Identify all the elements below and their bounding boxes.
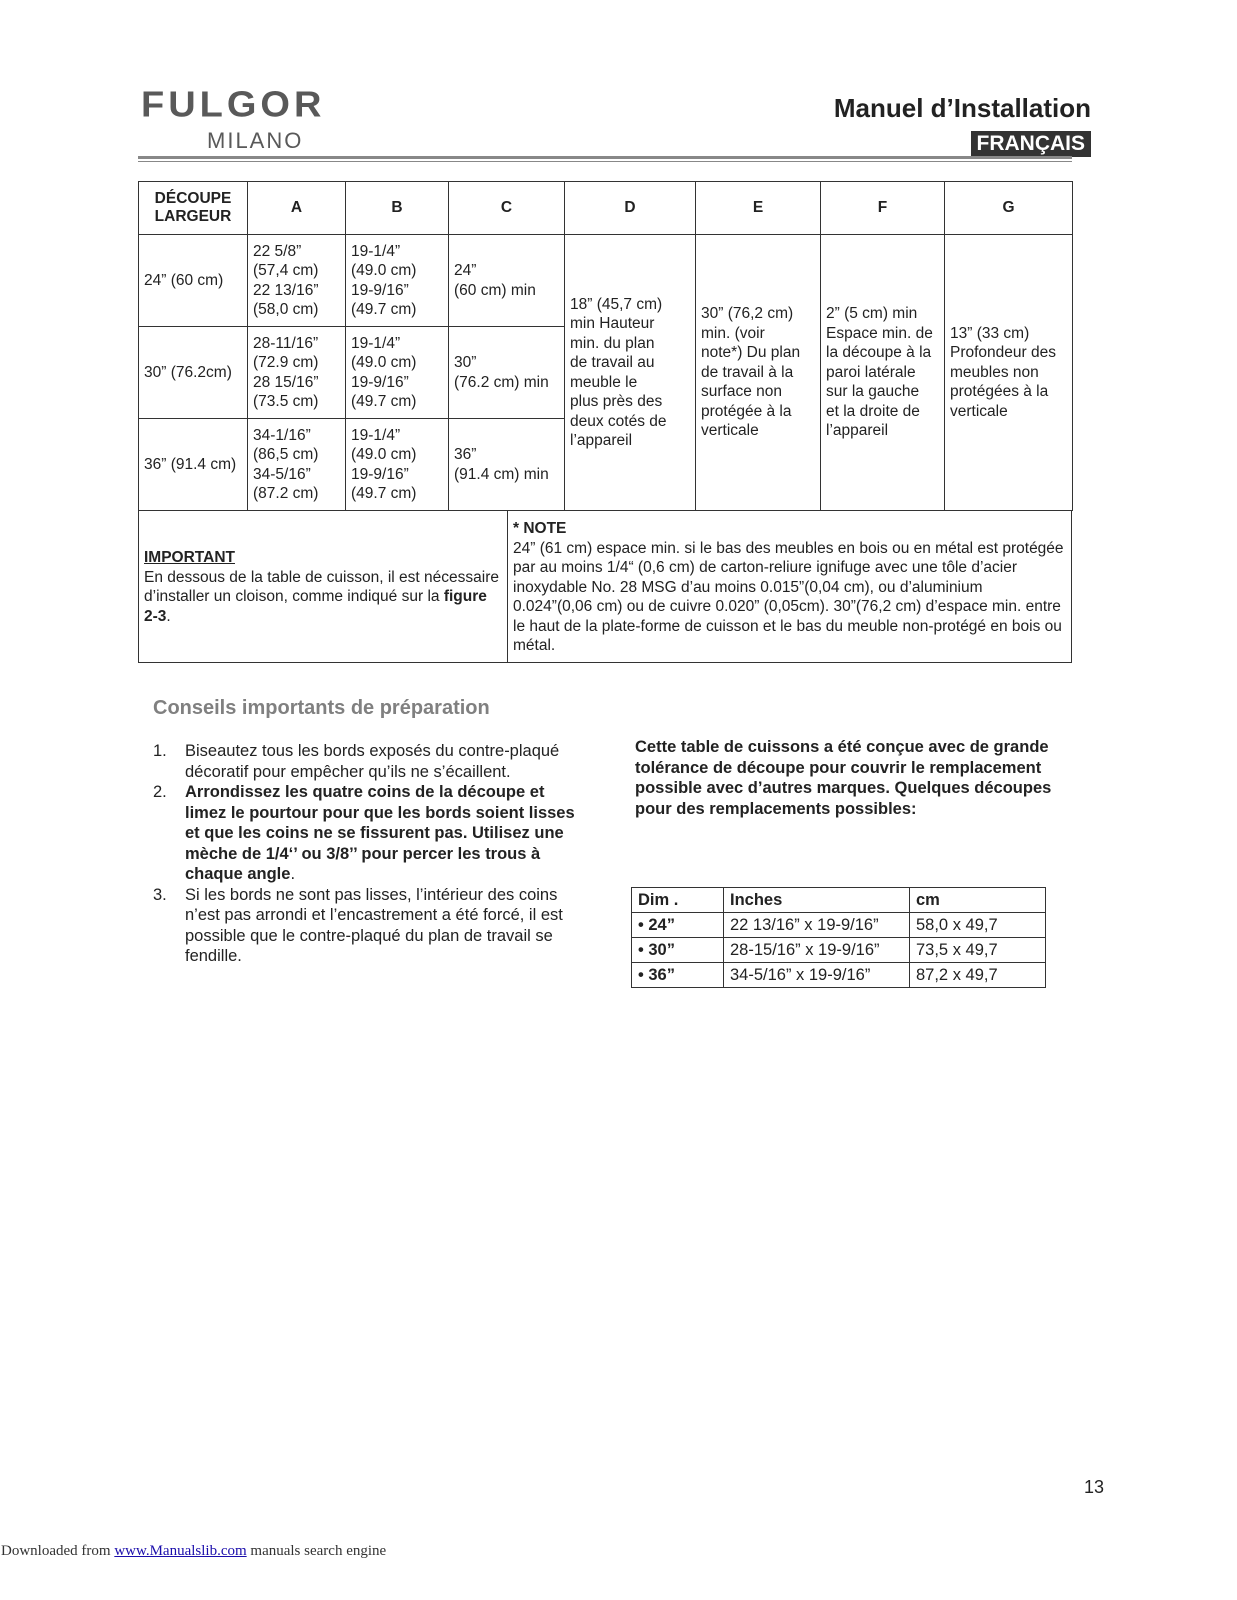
column-header: Dim . (632, 888, 724, 913)
cutout-dimensions-table (138, 181, 1073, 511)
cell-line: Espace min. de (826, 324, 933, 342)
footer-prefix: Downloaded from (1, 1543, 115, 1559)
cell-line: protégées à la (950, 383, 1049, 401)
cell-line: min. (voir (701, 324, 765, 342)
cell-line: 19-1/4” (351, 426, 401, 444)
inches-cell: 28-15/16” x 19-9/16” (724, 938, 910, 963)
cell-line: 19-9/16” (351, 373, 409, 391)
cell-line: 22 5/8” (253, 242, 302, 260)
cell-line: 19-1/4” (351, 242, 401, 260)
cell-line: (60 cm) min (454, 281, 536, 299)
step-text-bold: Arrondissez les quatre coins de la découpe et limez le pourtour pour que les bords soient lisses et que les coins ne se fissurent pas. Utilisez une mèche de 1/4‘’ ou 3/8’’ pour percer les trous à chaque angle (185, 783, 575, 883)
cell-line: 2” (5 cm) min (826, 305, 918, 323)
language-badge: FRANÇAIS (971, 131, 1092, 157)
column-header: D (565, 182, 696, 235)
cell-line: 34-1/16” (253, 426, 311, 444)
cell-line: (76.2 cm) min (454, 373, 549, 391)
cell-line: meuble le (570, 373, 638, 391)
cell-line: meubles non (950, 363, 1039, 381)
download-footer (1, 1543, 386, 1560)
table-header-row (139, 182, 1073, 235)
cell-line: 19-9/16” (351, 465, 409, 483)
cell-line: (91.4 cm) min (454, 465, 549, 483)
cell-line: l’appareil (570, 432, 633, 449)
inches-cell: 34-5/16” x 19-9/16” (724, 963, 910, 988)
cell-line: 34-5/16” (253, 465, 311, 483)
cell-line: (49.0 cm) (351, 262, 417, 279)
cell-line: 28-11/16” (253, 334, 319, 352)
e-cell (696, 235, 821, 511)
important-notice (144, 548, 499, 626)
cell-line: de travail au (570, 354, 655, 371)
cell-line: Profondeur des (950, 344, 1056, 362)
table-header-row (632, 888, 1046, 913)
width-cell: 30” (76.2cm) (139, 327, 248, 419)
notes-divider (507, 510, 508, 662)
cell-line: (87.2 cm) (253, 485, 319, 502)
replacement-dims-table (631, 887, 1046, 988)
b-cell (346, 235, 449, 327)
list-item (153, 782, 585, 885)
brand-logo: FULGOR (141, 85, 326, 125)
cell-line: 18” (45,7 cm) (570, 295, 663, 313)
cell-line: (49.0 cm) (351, 446, 417, 463)
a-cell (248, 235, 346, 327)
important-body: En dessous de la table de cuisson, il est nécessaire d’installer un cloison, comme indiqué sur la (144, 568, 499, 605)
compatibility-paragraph: Cette table de cuissons a été conçue avec de grande tolérance de découpe pour couvrir le remplacement possible avec d’autres marques. Quelques découpes pour des remplacements possibles: (635, 738, 1052, 818)
column-header: Inches (724, 888, 910, 913)
cell-line: (49.0 cm) (351, 354, 417, 371)
note-text: 24” (61 cm) espace min. si le bas des meubles en bois ou en métal est protégée par au moins 1/4“ (0,6 cm) de carton-reliure ignifuge avec une tôle d’acier inoxydable No. 28 MSG d’au moins 0.015”(0,04 cm), ou d’aluminium 0.024”(0,06 cm) ou de cuivre 0.020” (0,05cm). 30”(76,2 cm) d’espace min. entre le haut de la plate-forme de cuisson et le bas du meuble non-protégé en bois ou métal. (513, 539, 1064, 654)
cm-cell: 58,0 x 49,7 (910, 913, 1046, 938)
cell-line: (73.5 cm) (253, 393, 319, 410)
manualslib-link[interactable]: www.Manualslib.com (114, 1543, 247, 1559)
step-text: . (290, 865, 296, 883)
cell-line: et la droite de (826, 402, 920, 420)
cell-line: surface non (701, 383, 782, 401)
section-title: Conseils importants de préparation (153, 697, 490, 719)
d-cell (565, 235, 696, 511)
cell-line: 13” (33 cm) (950, 324, 1030, 342)
page-number: 13 (1084, 1477, 1105, 1497)
a-cell (248, 327, 346, 419)
cell-line: verticale (701, 422, 759, 440)
preparation-steps (153, 741, 585, 967)
a-cell (248, 419, 346, 511)
width-cell: 36” (91.4 cm) (139, 419, 248, 511)
step-number: 3. (153, 885, 167, 904)
dim-cell: • 24” (632, 913, 724, 938)
cell-line: 28 15/16” (253, 373, 319, 391)
step-text: Si les bords ne sont pas lisses, l’intérieur des coins n’est pas arrondi et l’encastrement a été forcé, il est possible que le contre-plaqué du plan de travail se fendille. (185, 885, 563, 965)
important-heading: IMPORTANT (144, 549, 235, 566)
f-cell (821, 235, 945, 511)
cell-line: 30” (76,2 cm) (701, 305, 794, 323)
cell-line: 19-9/16” (351, 281, 409, 299)
column-header: G (945, 182, 1073, 235)
b-cell (346, 327, 449, 419)
cell-line: (57,4 cm) (253, 262, 319, 279)
cell-line: 19-1/4” (351, 334, 401, 352)
table-row (632, 963, 1046, 988)
cell-line: de travail à la (701, 363, 794, 381)
list-item (153, 885, 585, 967)
c-cell (449, 235, 565, 327)
column-header: A (248, 182, 346, 235)
cm-cell: 87,2 x 49,7 (910, 963, 1046, 988)
table-row (632, 938, 1046, 963)
cell-line: la découpe à la (826, 344, 932, 362)
cell-line: (49.7 cm) (351, 393, 417, 410)
column-header: DÉCOUPE LARGEUR (139, 182, 248, 235)
cell-line: l’appareil (826, 422, 889, 440)
cell-line: min. du plan (570, 334, 655, 352)
dim-cell: • 30” (632, 938, 724, 963)
cell-line: sur la gauche (826, 383, 920, 401)
column-header: F (821, 182, 945, 235)
cm-cell: 73,5 x 49,7 (910, 938, 1046, 963)
b-cell (346, 419, 449, 511)
g-cell (945, 235, 1073, 511)
cell-line: (49.7 cm) (351, 485, 417, 502)
footnote-note (513, 519, 1065, 656)
cell-line: 30” (454, 354, 477, 371)
note-heading: * NOTE (513, 520, 567, 537)
cell-line: (58,0 cm) (253, 301, 319, 318)
cell-line: verticale (950, 402, 1008, 420)
cell-line: (86,5 cm) (253, 446, 319, 463)
cell-line: deux cotés de (570, 412, 667, 430)
list-item (153, 741, 585, 782)
important-tail: . (166, 607, 171, 625)
cell-line: (72.9 cm) (253, 354, 319, 371)
cell-line: 36” (454, 446, 477, 463)
c-cell (449, 327, 565, 419)
cell-line: 24” (454, 262, 477, 279)
dim-cell: • 36” (632, 963, 724, 988)
document-title: Manuel d’Installation (833, 93, 1091, 123)
cell-line: (49.7 cm) (351, 301, 417, 318)
cell-line: paroi latérale (826, 363, 916, 381)
figure-reference: figure 2-3 (144, 588, 487, 625)
brand-logo-subtitle: MILANO (207, 128, 304, 153)
column-header: E (696, 182, 821, 235)
cell-line: plus près des (570, 393, 663, 410)
step-number: 1. (153, 742, 167, 760)
c-cell (449, 419, 565, 511)
table-row (139, 235, 1073, 327)
inches-cell: 22 13/16” x 19-9/16” (724, 913, 910, 938)
important-text (144, 568, 499, 627)
header-rule (138, 156, 1072, 159)
cell-line: protégée à la (701, 402, 792, 420)
step-number: 2. (153, 783, 167, 801)
column-header: B (346, 182, 449, 235)
column-header: C (449, 182, 565, 235)
width-cell: 24” (60 cm) (139, 235, 248, 327)
cell-line: 22 13/16” (253, 281, 319, 299)
cell-line: note*) Du plan (701, 344, 801, 362)
footer-suffix: manuals search engine (246, 1543, 387, 1559)
header-rule-thin (138, 161, 1072, 162)
table-row (632, 913, 1046, 938)
cell-line: min Hauteur (570, 315, 655, 332)
column-header: cm (910, 888, 1046, 913)
step-text: Biseautez tous les bords exposés du contre-plaqué décoratif pour empêcher qu’ils ne s’écaillent. (185, 742, 560, 781)
